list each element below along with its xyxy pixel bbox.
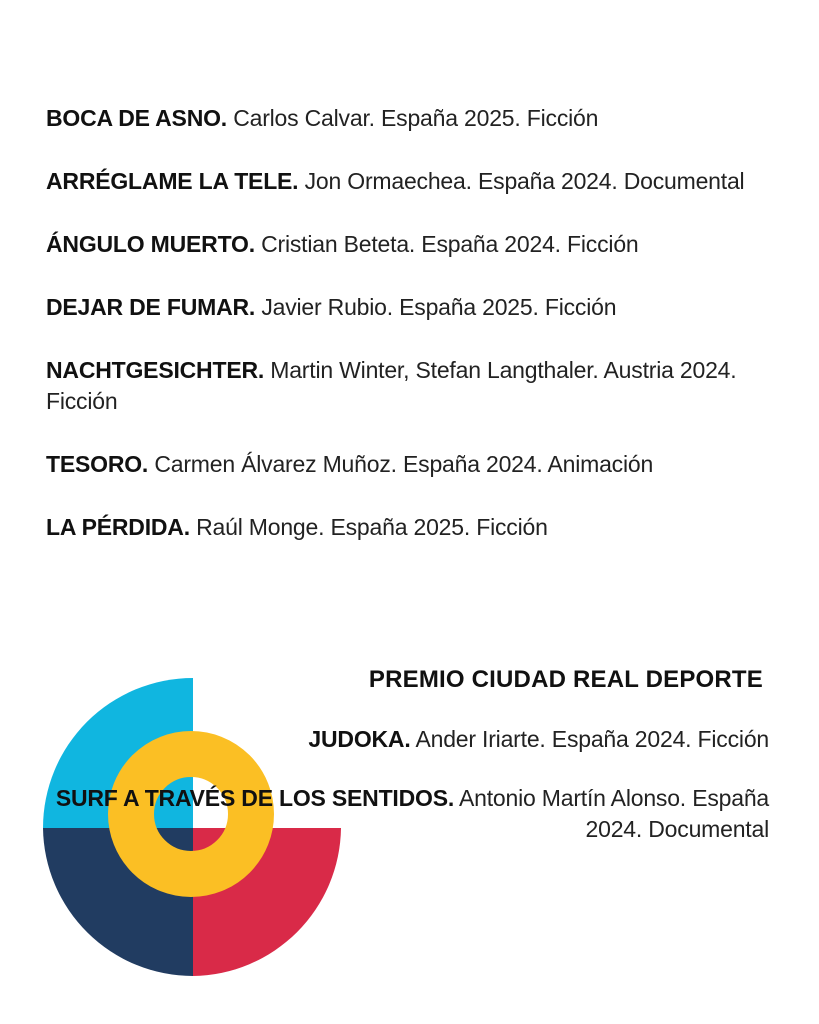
film-details: Martin Winter, Stefan Langthaler. Austria 2024. Ficción	[46, 357, 737, 414]
sport-award-section	[29, 664, 769, 873]
film-list	[46, 103, 776, 575]
film-entry	[46, 229, 776, 260]
film-title: DEJAR DE FUMAR.	[46, 294, 256, 320]
film-details: Carmen Álvarez Muñoz. España 2024. Animación	[148, 451, 654, 477]
film-title: SURF A TRAVÉS DE LOS SENTIDOS.	[55, 785, 455, 811]
film-details: Javier Rubio. España 2025. Ficción	[255, 294, 617, 320]
film-details: Raúl Monge. España 2025. Ficción	[189, 514, 548, 540]
film-details: Cristian Beteta. España 2024. Ficción	[254, 231, 639, 257]
film-title: LA PÉRDIDA.	[46, 514, 190, 540]
film-title: ÁNGULO MUERTO.	[46, 231, 255, 257]
sport-award-heading: PREMIO CIUDAD REAL DEPORTE	[368, 666, 763, 693]
film-title: TESORO.	[46, 451, 149, 477]
film-title: BOCA DE ASNO.	[46, 105, 227, 131]
film-details: Carlos Calvar. España 2025. Ficción	[227, 105, 599, 131]
film-details: Antonio Martín Alonso. España 2024. Documental	[454, 785, 769, 842]
film-entry	[46, 103, 776, 134]
film-entry	[46, 355, 776, 417]
film-entry	[46, 166, 776, 197]
film-entry	[46, 449, 776, 480]
film-entry	[46, 292, 776, 323]
film-title: NACHTGESICHTER.	[46, 357, 265, 383]
film-details: Jon Ormaechea. España 2024. Documental	[298, 168, 745, 194]
film-title: JUDOKA.	[308, 726, 411, 752]
film-entry	[46, 512, 776, 543]
sport-film-entry	[29, 783, 769, 845]
film-title: ARRÉGLAME LA TELE.	[46, 168, 299, 194]
sport-film-entry	[29, 724, 769, 755]
film-details: Ander Iriarte. España 2024. Ficción	[410, 726, 769, 752]
